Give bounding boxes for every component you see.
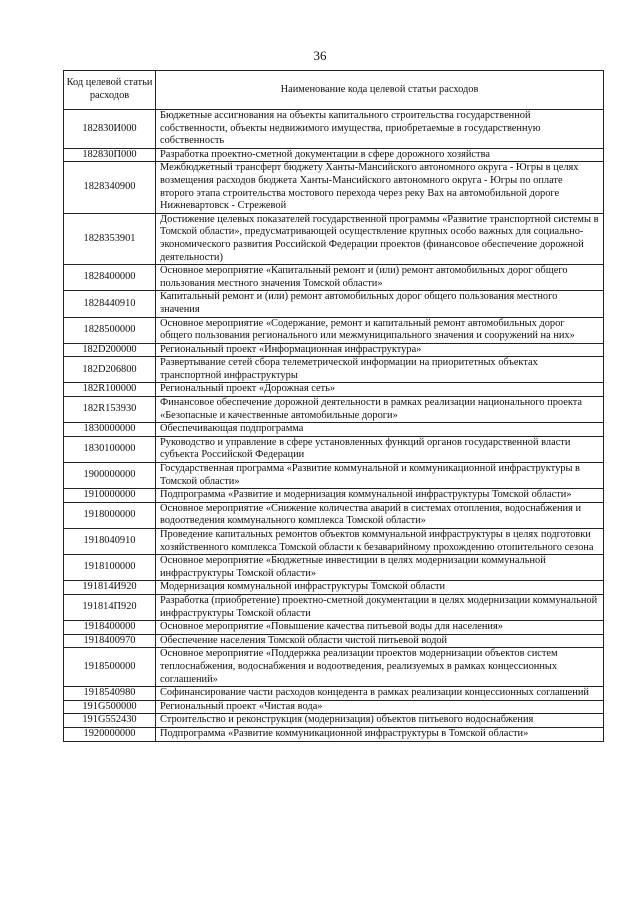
table-row	[64, 648, 604, 687]
budget-code-table	[63, 70, 604, 742]
row-name: Бюджетные ассигнования на объекты капитального строительства государственной собственности, объекты недвижимого имущества, приобретаемые в государственную собственность	[156, 110, 604, 149]
table-row	[64, 727, 604, 741]
table-row	[64, 634, 604, 648]
table-row	[64, 700, 604, 714]
row-name: Разработка (приобретение) проектно-сметной документации в целях модернизации коммунальной инфраструктуры Томской области	[156, 594, 604, 620]
row-name: Строительство и реконструкция (модернизация) объектов питьевого водоснабжения	[156, 714, 604, 728]
row-name: Капитальный ремонт и (или) ремонт автомобильных дорог общего пользования местного значения	[156, 291, 604, 317]
row-code: 182R100000	[64, 383, 156, 397]
row-name: Подпрограмма «Развитие коммуникационной инфраструктуры в Томской области»	[156, 727, 604, 741]
row-name: Проведение капитальных ремонтов объектов коммунальной инфраструктуры в целях подготовки хозяйственного комплекса Томской области к безаварийному прохождению отопительного сезона	[156, 529, 604, 555]
row-name: Разработка проектно-сметной документации в сфере дорожного хозяйства	[156, 148, 604, 162]
row-name: Модернизация коммунальной инфраструктуры Томской области	[156, 581, 604, 595]
table-row	[64, 436, 604, 462]
row-code: 182D206800	[64, 357, 156, 383]
row-code: 1830000000	[64, 423, 156, 437]
table-row	[64, 714, 604, 728]
table-row	[64, 317, 604, 343]
table-row	[64, 110, 604, 149]
table-row	[64, 343, 604, 357]
table-row	[64, 213, 604, 264]
row-name: Финансовое обеспечение дорожной деятельности в рамках реализации национального проекта «Безопасные и качественные автомобильные дороги»	[156, 397, 604, 423]
row-name: Обеспечивающая подпрограмма	[156, 423, 604, 437]
row-name: Основное мероприятие «Содержание, ремонт и капитальный ремонт автомобильных дорог общего пользования регионального или межмуниципального значения и сооружений на них»	[156, 317, 604, 343]
table-row	[64, 687, 604, 701]
row-code: 182830П000	[64, 148, 156, 162]
row-name: Развертывание сетей сбора телеметрической информации на приоритетных объектах транспортной инфраструктуры	[156, 357, 604, 383]
row-name: Обеспечение населения Томской области чистой питьевой водой	[156, 634, 604, 648]
row-code: 1828353901	[64, 213, 156, 264]
row-name: Основное мероприятие «Капитальный ремонт и (или) ремонт автомобильных дорог общего пользования местного значения Томской области»	[156, 265, 604, 291]
row-name: Государственная программа «Развитие коммунальной и коммуникационной инфраструктуры в Томской области»	[156, 463, 604, 489]
row-code: 191G500000	[64, 700, 156, 714]
row-code: 1828500000	[64, 317, 156, 343]
table-row	[64, 291, 604, 317]
row-name: Софинансирование части расходов концедента в рамках реализации концессионных соглашений	[156, 687, 604, 701]
row-name: Основное мероприятие «Бюджетные инвестиции в целях модернизации коммунальной инфраструктуры Томской области»	[156, 555, 604, 581]
row-name: Региональный проект «Информационная инфраструктура»	[156, 343, 604, 357]
row-name: Региональный проект «Чистая вода»	[156, 700, 604, 714]
row-code: 1918100000	[64, 555, 156, 581]
row-code: 182830И000	[64, 110, 156, 149]
row-name: Руководство и управление в сфере установленных функций органов государственной власти субъекта Российской Федерации	[156, 436, 604, 462]
row-code: 1910000000	[64, 489, 156, 503]
row-code: 182R153930	[64, 397, 156, 423]
page-number: 36	[313, 48, 327, 63]
row-code: 1920000000	[64, 727, 156, 741]
table-row	[64, 383, 604, 397]
row-code: 1828400000	[64, 265, 156, 291]
table-row	[64, 489, 604, 503]
table-row	[64, 555, 604, 581]
row-code: 1918400970	[64, 634, 156, 648]
table-row	[64, 594, 604, 620]
row-name: Достижение целевых показателей государственной программы «Развитие транспортной системы в Томской области», предусматривающей осуществление крупных особо важных для социально-экономического развития Российской Федерации проектов (финансовое обеспечение дорожной деятельности)	[156, 213, 604, 264]
table-row	[64, 148, 604, 162]
row-name: Подпрограмма «Развитие и модернизация коммунальной инфраструктуры Томской области»	[156, 489, 604, 503]
row-code: 182D200000	[64, 343, 156, 357]
row-name: Основное мероприятие «Снижение количества аварий в системах отопления, водоснабжения и водоотведения коммунального комплекса Томской области»	[156, 502, 604, 528]
row-name: Межбюджетный трансферт бюджету Ханты-Мансийского автономного округа - Югры в целях возмещения расходов бюджета Ханты-Мансийского автономного округа - Югры по оплате второго этапа строительства мостового перехода через реку Вах на автомобильной дороге Нижневартовск - Стрежевой	[156, 162, 604, 213]
row-name: Основное мероприятие «Повышение качества питьевой воды для населения»	[156, 621, 604, 635]
table-row	[64, 397, 604, 423]
table-row	[64, 529, 604, 555]
row-code: 191G552430	[64, 714, 156, 728]
row-code: 1918040910	[64, 529, 156, 555]
header-code: Код целевой статьи расходов	[64, 71, 156, 110]
row-code: 1828440910	[64, 291, 156, 317]
row-code: 1918400000	[64, 621, 156, 635]
row-code: 1830100000	[64, 436, 156, 462]
row-code: 191814П920	[64, 594, 156, 620]
table-row	[64, 581, 604, 595]
row-code: 1918000000	[64, 502, 156, 528]
table-row	[64, 621, 604, 635]
table-row	[64, 502, 604, 528]
table-row	[64, 423, 604, 437]
row-name: Основное мероприятие «Поддержка реализации проектов модернизации объектов систем теплоснабжения, водоснабжения и водоотведения, реализуемых в рамках концессионных соглашений»	[156, 648, 604, 687]
row-code: 1828340900	[64, 162, 156, 213]
table-row	[64, 162, 604, 213]
table-row	[64, 265, 604, 291]
row-code: 1918540980	[64, 687, 156, 701]
header-name: Наименование кода целевой статьи расходов	[156, 71, 604, 110]
row-code: 1918500000	[64, 648, 156, 687]
table-header-row	[64, 71, 604, 110]
table-body	[64, 110, 604, 742]
table-row	[64, 463, 604, 489]
row-code: 1900000000	[64, 463, 156, 489]
row-name: Региональный проект «Дорожная сеть»	[156, 383, 604, 397]
row-code: 191814И920	[64, 581, 156, 595]
table-row	[64, 357, 604, 383]
